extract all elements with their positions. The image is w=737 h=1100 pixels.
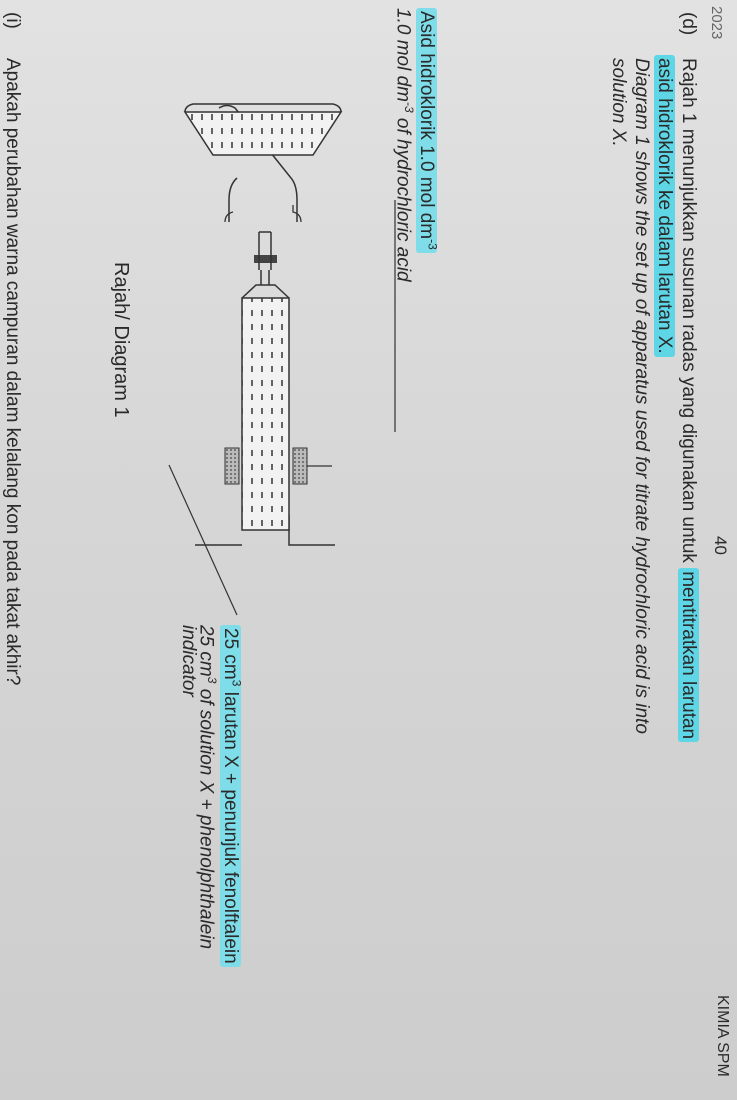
- next-item-label: (i): [2, 12, 23, 29]
- flask-label-malay: 25 $cm^3$ larutan X + penunjuk fenolftalein: [219, 625, 247, 967]
- burette-tap: [254, 255, 277, 263]
- flask-solution: [185, 112, 341, 155]
- question-english-line-2: solution X.: [608, 58, 629, 147]
- diagram-caption: Rajah/ Diagram 1: [110, 262, 132, 418]
- question-label: (d): [678, 12, 699, 36]
- flask-label-english: 25 $cm^3$ of solution X + phenolphthalein: [195, 625, 219, 950]
- burette: [195, 232, 335, 545]
- flask-label-english-indicator: indicator: [178, 625, 199, 697]
- conical-flask: [185, 104, 341, 222]
- acid-label-malay: Asid hidroklorik 1.0 mol $dm^{-3}$: [415, 8, 443, 253]
- malay-line-1-text: Rajah 1 menunjukkan susunan radas yang digunakan untuk: [678, 58, 699, 569]
- question-english-line-1: Diagram 1 shows the set up of apparatus used for titrate hydrochloric acid is into: [631, 58, 652, 734]
- page-number: 40: [711, 536, 730, 555]
- subject-header: KIMIA SPM: [714, 995, 731, 1077]
- highlight-titrate-text: mentitratkan larutan: [678, 568, 699, 742]
- highlight-acid-text: asid hidroklorik ke dalam larutan X.: [654, 55, 675, 357]
- next-item-text: Apakah perubahan warna campuran dalam kelalang kon pada takat akhir?: [2, 58, 23, 686]
- acid-label-english: 1.0 mol $dm^{-3}$ of hydrochloric acid: [392, 8, 416, 282]
- year-header: 2023: [708, 6, 725, 40]
- flask-pointer-line: [169, 465, 237, 615]
- burette-liquid: [242, 298, 289, 530]
